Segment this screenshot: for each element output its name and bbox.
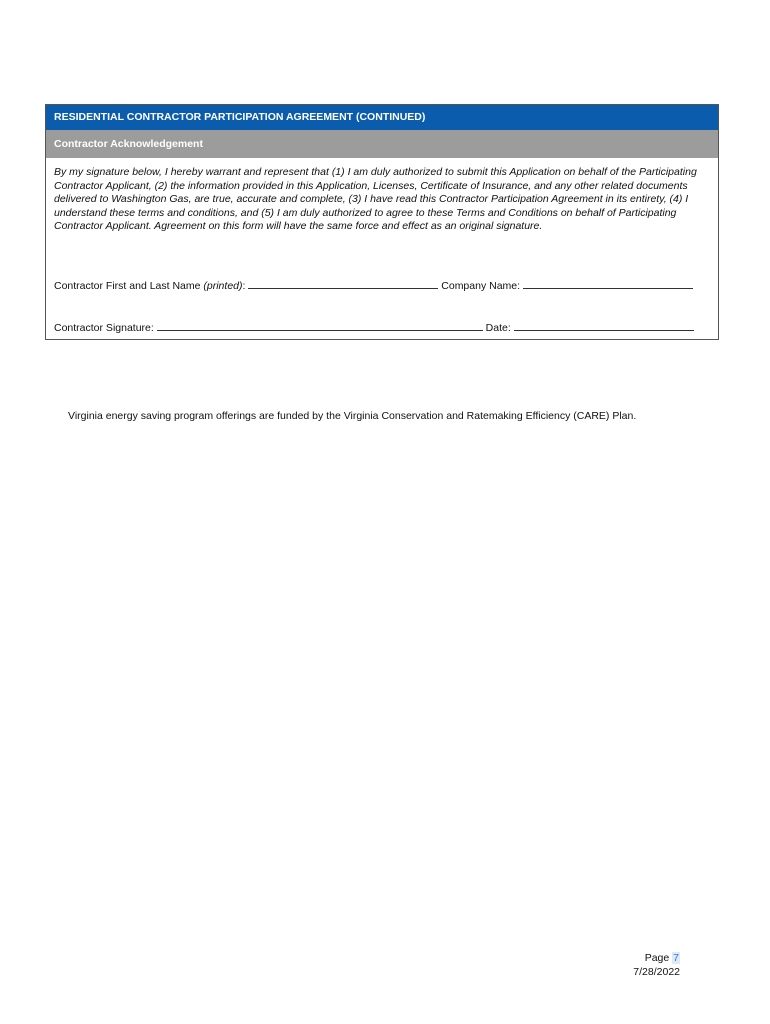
company-name-field[interactable]	[523, 279, 693, 289]
page-number-value: 7	[673, 952, 679, 964]
footer-date: 7/28/2022	[633, 966, 680, 978]
section-subtitle: Contractor Acknowledgement	[46, 130, 718, 158]
name-company-row	[54, 279, 712, 292]
company-name-label: Company Name:	[441, 280, 521, 292]
contractor-name-field[interactable]	[248, 279, 438, 289]
contractor-signature-label: Contractor Signature:	[54, 322, 154, 334]
acknowledgement-text: By my signature below, I hereby warrant and represent that (1) I am duly authorized to submit this Application on behalf of the Participating Contractor Applicant, (2) the information provided in this Application, Licenses, Certificate of Insurance, and any other related documents delivered to Washington Gas, are true, accurate and complete, (3) I have read this Contractor Participation Agreement in its entirety, (4) I understand these terms and conditions, and (5) I am duly authorized to agree to these Terms and Conditions on behalf of Participating Contractor Applicant. Agreement on this form will have the same force and effect as an original signature.	[54, 166, 697, 233]
section-title: RESIDENTIAL CONTRACTOR PARTICIPATION AGREEMENT (CONTINUED)	[46, 105, 718, 130]
contractor-name-label: Contractor First and Last Name (printed):	[54, 280, 246, 292]
date-field[interactable]	[514, 321, 694, 331]
signature-date-row	[54, 321, 712, 334]
contractor-signature-field[interactable]	[157, 321, 483, 331]
date-label: Date:	[485, 322, 511, 334]
funding-footnote: Virginia energy saving program offerings are funded by the Virginia Conservation and Ratemaking Efficiency (CARE) Plan.	[68, 410, 637, 422]
page-number	[645, 952, 680, 964]
page-label: Page	[644, 952, 670, 964]
agreement-section	[45, 104, 719, 340]
